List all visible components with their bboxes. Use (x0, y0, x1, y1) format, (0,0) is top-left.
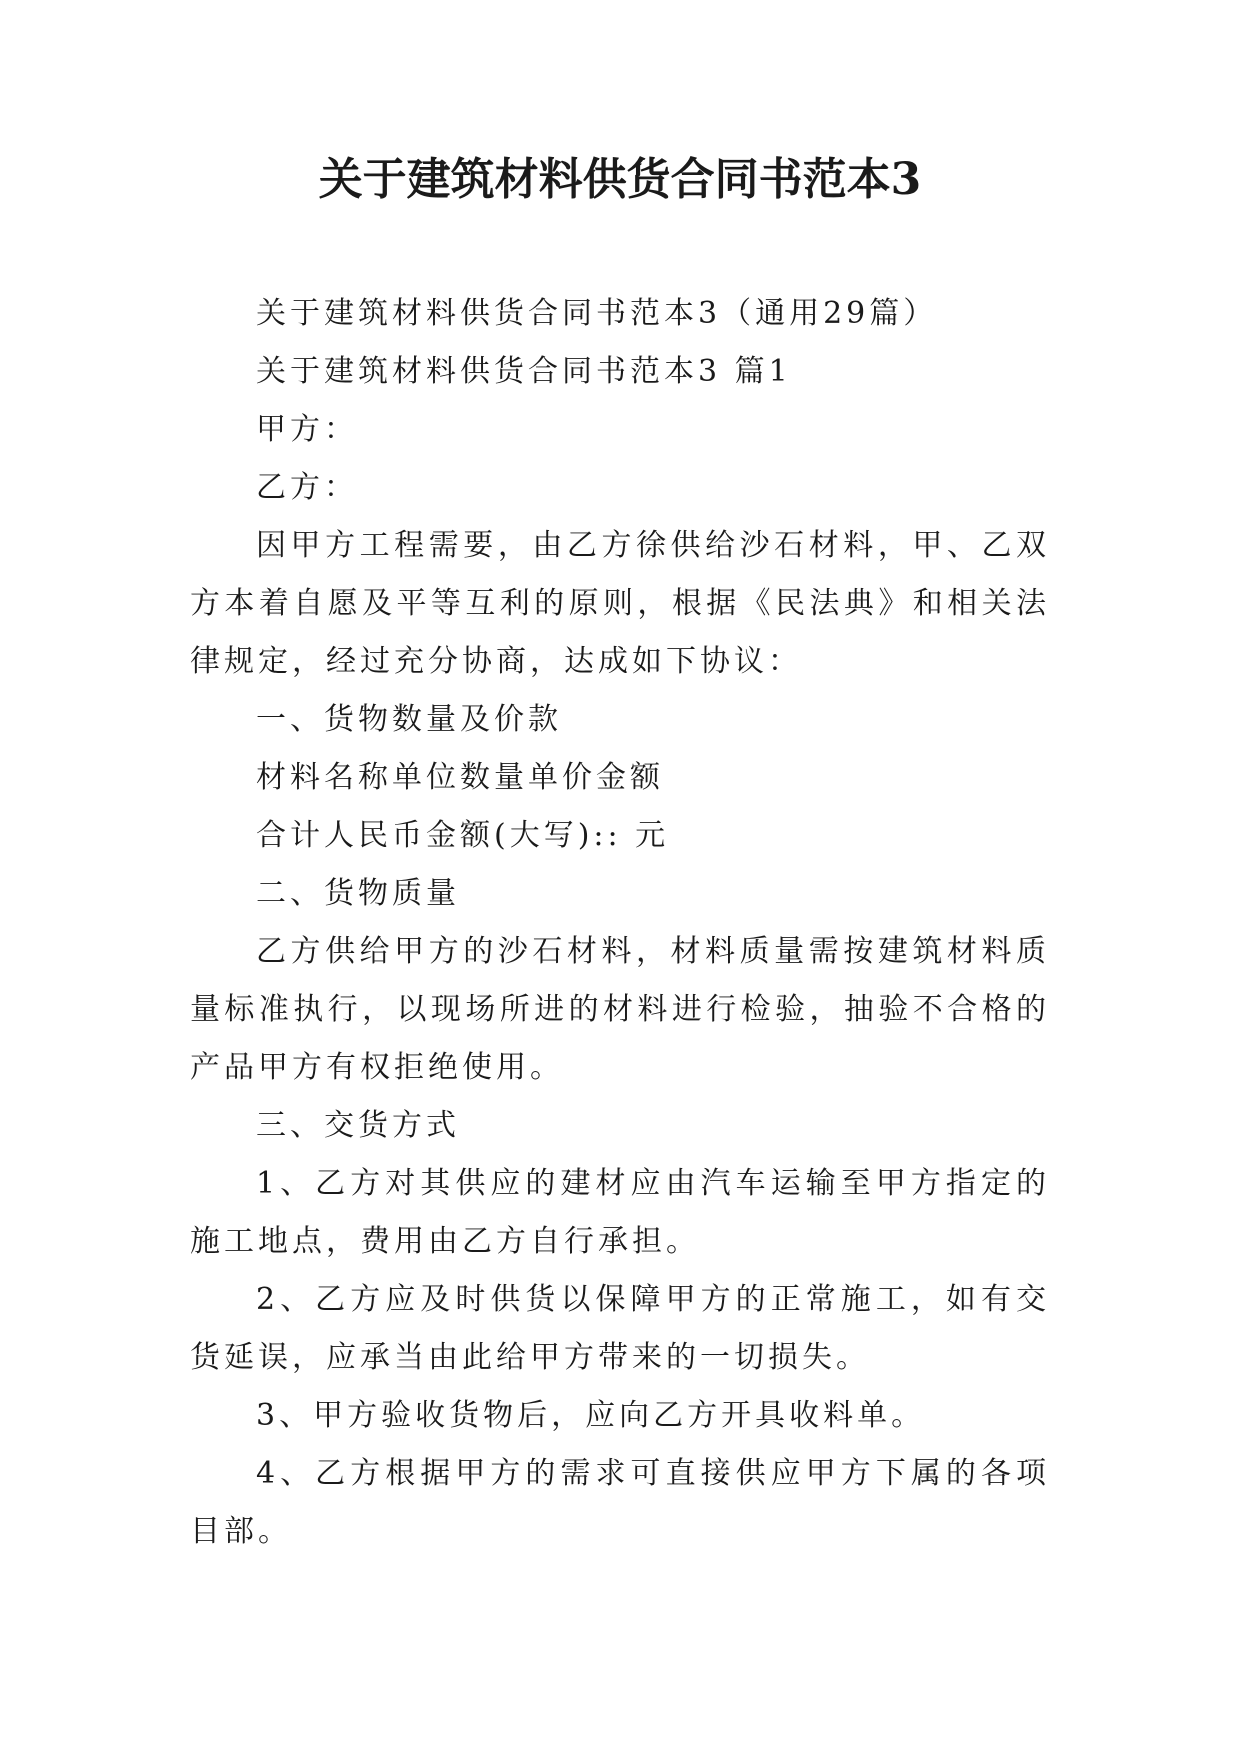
document-title: 关于建筑材料供货合同书范本3 (318, 154, 922, 205)
paragraph-total-amount: 合计人民币金额(大写):: 元 (256, 818, 670, 853)
paragraph-section-heading: 关于建筑材料供货合同书范本3 篇1 (256, 354, 792, 389)
paragraph-table-header: 材料名称单位数量单价金额 (256, 760, 664, 795)
paragraph-delivery-3: 3、甲方验收货物后，应向乙方开具收料单。 (256, 1398, 926, 1433)
paragraph-clause-3-heading: 三、交货方式 (256, 1108, 460, 1143)
paragraph-quality: 乙方供给甲方的沙石材料，材料质量需按建筑材料质量标准执行，以现场所进的材料进行检验，抽验不合格的产品甲方有权拒绝使用。 (190, 934, 1050, 1085)
paragraph-delivery-4: 4、乙方根据甲方的需求可直接供应甲方下属的各项目部。 (190, 1456, 1050, 1549)
paragraph-delivery-1: 1、乙方对其供应的建材应由汽车运输至甲方指定的施工地点，费用由乙方自行承担。 (190, 1166, 1050, 1259)
document-body (190, 285, 1050, 1561)
paragraph-party-a: 甲方： (256, 412, 358, 447)
paragraph-delivery-2: 2、乙方应及时供货以保障甲方的正常施工，如有交货延误，应承当由此给甲方带来的一切损失。 (190, 1282, 1050, 1375)
paragraph-clause-2-heading: 二、货物质量 (256, 876, 460, 911)
paragraph-party-b: 乙方： (256, 470, 358, 505)
paragraph-preamble: 因甲方工程需要，由乙方徐供给沙石材料，甲、乙双方本着自愿及平等互利的原则，根据《民法典》和相关法律规定，经过充分协商，达成如下协议： (190, 528, 1050, 679)
paragraph-subtitle: 关于建筑材料供货合同书范本3（通用29篇） (256, 296, 938, 331)
paragraph-clause-1-heading: 一、货物数量及价款 (256, 702, 562, 737)
